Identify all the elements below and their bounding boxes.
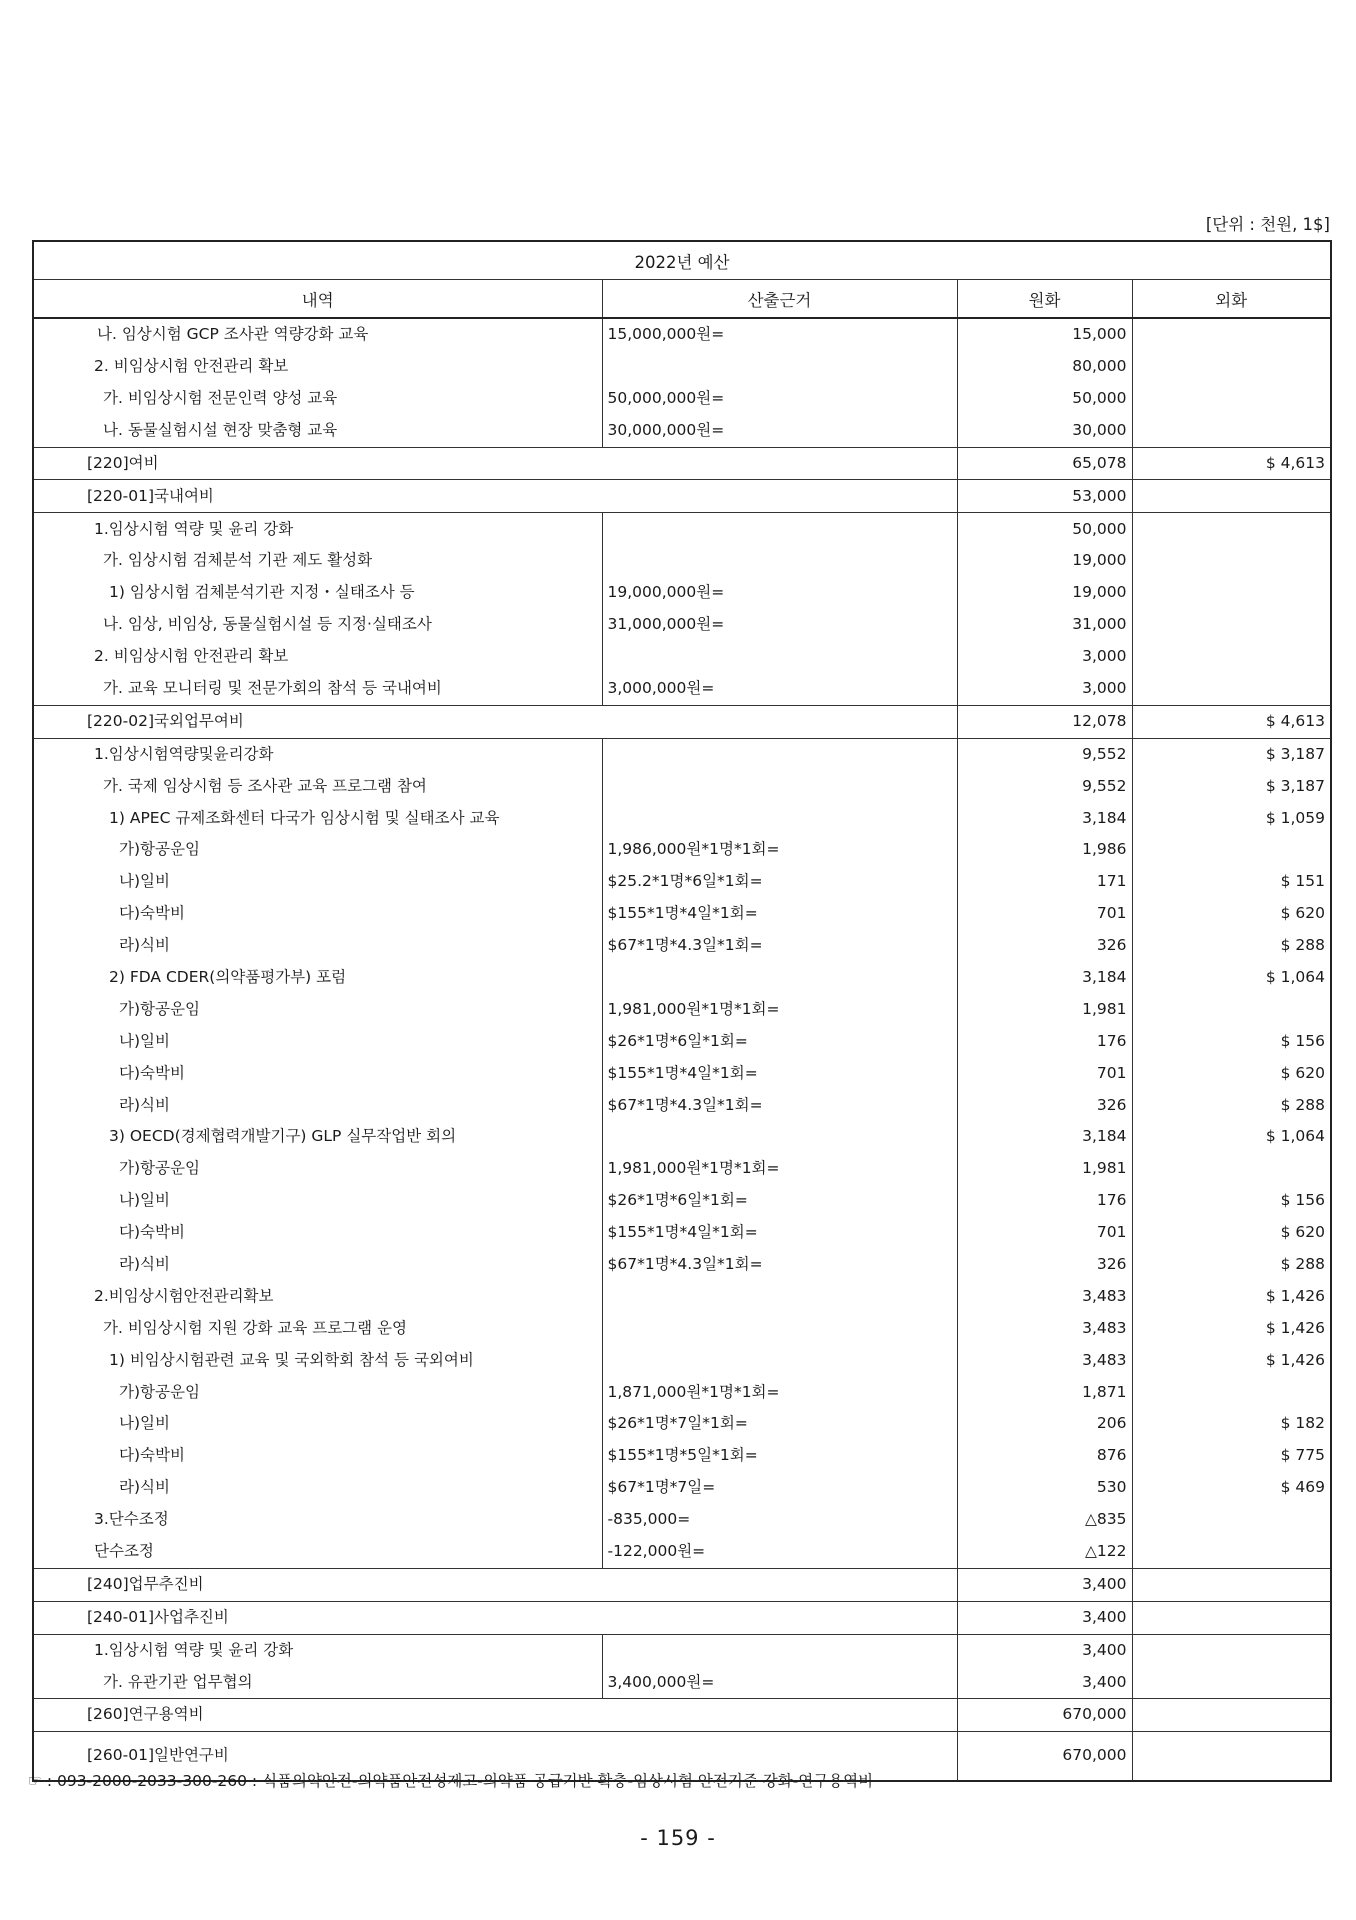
row-krw: 80,000: [957, 351, 1132, 383]
row-krw: 701: [957, 1057, 1132, 1089]
row-item: 다)숙박비: [119, 1446, 185, 1465]
row-item: 나)일비: [119, 1191, 170, 1210]
unit-label: [단위 : 천원, 1$]: [1205, 215, 1330, 234]
row-basis: 15,000,000원=: [602, 318, 957, 351]
table-title: 2022년 예산: [33, 241, 1331, 280]
row-usd: [1132, 318, 1331, 351]
row-item: 1.임상시험 역량 및 윤리 강화: [33, 1634, 602, 1666]
table-row: [33, 1601, 1331, 1634]
row-basis: [602, 802, 957, 834]
table-row: [33, 705, 1331, 738]
row-item: [220-01]국내여비: [33, 480, 957, 513]
row-krw: △122: [957, 1536, 1132, 1568]
row-usd: [1132, 1504, 1331, 1536]
row-basis: [602, 351, 957, 383]
row-basis: [602, 1281, 957, 1313]
row-krw: 1,981: [957, 994, 1132, 1026]
header-usd: 외화: [1132, 280, 1331, 319]
row-item: 라)식비: [119, 1478, 170, 1497]
row-item: 가. 비임상시험 전문인력 양성 교육: [103, 388, 338, 407]
row-item: 라)식비: [119, 1095, 170, 1114]
row-usd: [1132, 1634, 1331, 1666]
row-item: [260]연구용역비: [33, 1699, 957, 1732]
row-krw: 31,000: [957, 609, 1132, 641]
row-krw: 3,184: [957, 802, 1132, 834]
row-krw: 1,986: [957, 834, 1132, 866]
table-row: [33, 1536, 1331, 1568]
row-krw: 670,000: [957, 1732, 1132, 1782]
row-krw: 3,400: [957, 1601, 1132, 1634]
header-krw: 원화: [957, 280, 1132, 319]
row-krw: 3,000: [957, 673, 1132, 705]
row-item: 가. 임상시험 검체분석 기관 제도 활성화: [103, 551, 373, 570]
row-usd: $ 182: [1132, 1408, 1331, 1440]
row-item: [240-01]사업추진비: [33, 1601, 957, 1634]
row-usd: $ 1,426: [1132, 1281, 1331, 1313]
row-krw: 3,400: [957, 1568, 1132, 1601]
row-krw: 206: [957, 1408, 1132, 1440]
row-basis: [602, 962, 957, 994]
row-item: 1.임상시험역량및윤리강화: [33, 738, 602, 770]
row-item: 나. 동물실험시설 현장 맞춤형 교육: [103, 420, 338, 439]
row-krw: 3,483: [957, 1281, 1132, 1313]
row-item: 가. 교육 모니터링 및 전문가회의 참석 등 국내여비: [103, 678, 442, 697]
row-item: 라)식비: [119, 936, 170, 955]
row-basis: $26*1명*6일*1회=: [602, 1185, 957, 1217]
row-usd: [1132, 1699, 1331, 1732]
row-krw: 65,078: [957, 447, 1132, 480]
row-basis: $67*1명*7일=: [602, 1472, 957, 1504]
table-row: [33, 1666, 1331, 1698]
table-row: [33, 1281, 1331, 1313]
row-item: 3.단수조정: [94, 1510, 169, 1529]
row-basis: $155*1명*5일*1회=: [602, 1440, 957, 1472]
row-basis: [602, 1121, 957, 1153]
row-krw: 3,000: [957, 641, 1132, 673]
row-usd: $ 288: [1132, 1249, 1331, 1281]
row-usd: $ 156: [1132, 1185, 1331, 1217]
row-item: 나)일비: [119, 872, 170, 891]
table-row: [33, 898, 1331, 930]
table-row: [33, 962, 1331, 994]
row-item: 1.임상시험 역량 및 윤리 강화: [33, 513, 602, 545]
row-krw: 19,000: [957, 577, 1132, 609]
header-item: 내역: [33, 280, 602, 319]
table-row: [33, 447, 1331, 480]
row-krw: 12,078: [957, 705, 1132, 738]
table-row: [33, 1185, 1331, 1217]
table-row: [33, 802, 1331, 834]
row-krw: 171: [957, 866, 1132, 898]
row-basis: [602, 1345, 957, 1377]
row-basis: [602, 1313, 957, 1345]
row-krw: 3,400: [957, 1634, 1132, 1666]
row-item: 3) OECD(경제협력개발기구) GLP 실무작업반 회의: [109, 1127, 457, 1146]
row-usd: $ 775: [1132, 1440, 1331, 1472]
header-basis: 산출근거: [602, 280, 957, 319]
table-row: [33, 1249, 1331, 1281]
table-row: [33, 1634, 1331, 1666]
row-krw: 50,000: [957, 383, 1132, 415]
row-usd: [1132, 577, 1331, 609]
row-basis: $155*1명*4일*1회=: [602, 1057, 957, 1089]
table-row: [33, 770, 1331, 802]
row-usd: $ 1,059: [1132, 802, 1331, 834]
table-row: [33, 1121, 1331, 1153]
row-item: [260-01]일반연구비: [33, 1732, 957, 1782]
table-row: [33, 1026, 1331, 1058]
row-item: 가)항공운임: [119, 999, 200, 1018]
table-row: [33, 1345, 1331, 1377]
table-row: [33, 738, 1331, 770]
row-basis: -835,000=: [602, 1504, 957, 1536]
row-item: [220-02]국외업무여비: [33, 705, 957, 738]
row-krw: 176: [957, 1026, 1132, 1058]
row-basis: [602, 1634, 957, 1666]
row-usd: [1132, 351, 1331, 383]
table-row: [33, 513, 1331, 545]
table-row: [33, 1217, 1331, 1249]
table-row: [33, 1568, 1331, 1601]
row-basis: [602, 641, 957, 673]
row-usd: $ 4,613: [1132, 705, 1331, 738]
table-row: [33, 545, 1331, 577]
page-number: - 159 -: [640, 1826, 716, 1850]
row-basis: 1,981,000원*1명*1회=: [602, 1153, 957, 1185]
table-row: [33, 930, 1331, 962]
row-krw: 9,552: [957, 738, 1132, 770]
row-item: 나. 임상, 비임상, 동물실험시설 등 지정·실태조사: [103, 615, 432, 634]
row-krw: 3,400: [957, 1666, 1132, 1698]
table-row: [33, 1440, 1331, 1472]
row-basis: -122,000원=: [602, 1536, 957, 1568]
row-item: 가. 국제 임상시험 등 조사관 교육 프로그램 참여: [103, 776, 427, 795]
row-krw: 3,483: [957, 1345, 1132, 1377]
row-basis: [602, 545, 957, 577]
row-krw: 30,000: [957, 415, 1132, 447]
row-usd: $ 620: [1132, 1057, 1331, 1089]
row-item: [220]여비: [33, 447, 957, 480]
row-basis: 1,981,000원*1명*1회=: [602, 994, 957, 1026]
row-usd: $ 156: [1132, 1026, 1331, 1058]
row-krw: 15,000: [957, 318, 1132, 351]
table-title-row: [33, 241, 1331, 280]
row-krw: 876: [957, 1440, 1132, 1472]
row-item: 가)항공운임: [119, 1382, 200, 1401]
table-row: [33, 1089, 1331, 1121]
row-item: 1) 임상시험 검체분석기관 지정・실태조사 등: [109, 583, 415, 602]
row-usd: [1132, 609, 1331, 641]
row-item: 단수조정: [94, 1542, 154, 1561]
row-usd: $ 288: [1132, 930, 1331, 962]
row-usd: [1132, 1376, 1331, 1408]
row-usd: [1132, 1732, 1331, 1782]
row-basis: 1,871,000원*1명*1회=: [602, 1376, 957, 1408]
table-row: [33, 1057, 1331, 1089]
table-row: [33, 318, 1331, 351]
row-usd: [1132, 513, 1331, 545]
table-row: [33, 577, 1331, 609]
row-usd: $ 620: [1132, 898, 1331, 930]
row-krw: 3,184: [957, 1121, 1132, 1153]
row-item: 다)숙박비: [119, 1223, 185, 1242]
row-basis: 19,000,000원=: [602, 577, 957, 609]
row-krw: 176: [957, 1185, 1132, 1217]
row-usd: [1132, 383, 1331, 415]
row-basis: 31,000,000원=: [602, 609, 957, 641]
row-item: 가. 유관기관 업무협의: [103, 1672, 253, 1691]
table-row: [33, 1408, 1331, 1440]
row-krw: 326: [957, 930, 1132, 962]
row-item: [240]업무추진비: [33, 1568, 957, 1601]
row-usd: [1132, 545, 1331, 577]
row-usd: [1132, 1568, 1331, 1601]
row-krw: △835: [957, 1504, 1132, 1536]
row-basis: 1,986,000원*1명*1회=: [602, 834, 957, 866]
row-krw: 326: [957, 1089, 1132, 1121]
row-basis: [602, 738, 957, 770]
row-item: 다)숙박비: [119, 904, 185, 923]
table-row: [33, 1472, 1331, 1504]
row-basis: $25.2*1명*6일*1회=: [602, 866, 957, 898]
table-row: [33, 609, 1331, 641]
table-row: [33, 383, 1331, 415]
table-row: [33, 673, 1331, 705]
footnote: ☞ : 093-2000-2033-300-260 : 식품의약안전-의약품안전성제고-의약품 공급기반 확충-임상시험 안전기준 강화-연구용역비: [28, 1772, 874, 1790]
row-basis: $26*1명*7일*1회=: [602, 1408, 957, 1440]
row-usd: [1132, 1601, 1331, 1634]
row-usd: $ 288: [1132, 1089, 1331, 1121]
row-usd: [1132, 834, 1331, 866]
row-item: 가)항공운임: [119, 1159, 200, 1178]
row-basis: 3,000,000원=: [602, 673, 957, 705]
row-basis: $155*1명*4일*1회=: [602, 1217, 957, 1249]
row-usd: $ 1,426: [1132, 1345, 1331, 1377]
row-usd: $ 1,064: [1132, 1121, 1331, 1153]
table-row: [33, 1504, 1331, 1536]
row-item: 다)숙박비: [119, 1063, 185, 1082]
row-krw: 701: [957, 1217, 1132, 1249]
row-usd: [1132, 994, 1331, 1026]
row-basis: $155*1명*4일*1회=: [602, 898, 957, 930]
row-usd: $ 4,613: [1132, 447, 1331, 480]
row-basis: [602, 513, 957, 545]
row-basis: $67*1명*4.3일*1회=: [602, 1089, 957, 1121]
row-item: 2) FDA CDER(의약품평가부) 포럼: [109, 968, 347, 986]
row-basis: $67*1명*4.3일*1회=: [602, 930, 957, 962]
row-krw: 326: [957, 1249, 1132, 1281]
row-item: 나)일비: [119, 1414, 170, 1433]
row-basis: [602, 770, 957, 802]
budget-table: [32, 240, 1332, 1782]
table-row: [33, 641, 1331, 673]
row-krw: 53,000: [957, 480, 1132, 513]
table-row: [33, 480, 1331, 513]
row-usd: $ 3,187: [1132, 738, 1331, 770]
row-usd: $ 469: [1132, 1472, 1331, 1504]
table-row: [33, 834, 1331, 866]
row-item: 나. 임상시험 GCP 조사관 역량강화 교육: [97, 325, 369, 344]
row-krw: 1,871: [957, 1376, 1132, 1408]
table-header-row: [33, 280, 1331, 319]
row-krw: 530: [957, 1472, 1132, 1504]
row-krw: 3,184: [957, 962, 1132, 994]
row-item: 1) APEC 규제조화센터 다국가 임상시험 및 실태조사 교육: [109, 808, 500, 827]
row-usd: [1132, 673, 1331, 705]
row-item: 가)항공운임: [119, 840, 200, 859]
row-item: 가. 비임상시험 지원 강화 교육 프로그램 운영: [103, 1318, 408, 1337]
table-row: [33, 1699, 1331, 1732]
row-krw: 670,000: [957, 1699, 1132, 1732]
table-row: [33, 415, 1331, 447]
row-krw: 19,000: [957, 545, 1132, 577]
row-usd: [1132, 1536, 1331, 1568]
row-usd: [1132, 1153, 1331, 1185]
row-item: 2.비임상시험안전관리확보: [94, 1286, 274, 1305]
row-item: 2. 비임상시험 안전관리 확보: [94, 357, 289, 376]
row-basis: 3,400,000원=: [602, 1666, 957, 1698]
row-usd: $ 151: [1132, 866, 1331, 898]
row-usd: $ 1,426: [1132, 1313, 1331, 1345]
row-item: 2. 비임상시험 안전관리 확보: [94, 647, 289, 666]
row-basis: $26*1명*6일*1회=: [602, 1026, 957, 1058]
row-krw: 1,981: [957, 1153, 1132, 1185]
table-row: [33, 866, 1331, 898]
row-item: 라)식비: [119, 1255, 170, 1274]
table-row: [33, 351, 1331, 383]
row-krw: 701: [957, 898, 1132, 930]
row-usd: [1132, 480, 1331, 513]
row-basis: $67*1명*4.3일*1회=: [602, 1249, 957, 1281]
row-usd: $ 3,187: [1132, 770, 1331, 802]
row-item: 1) 비임상시험관련 교육 및 국외학회 참석 등 국외여비: [109, 1350, 474, 1369]
table-row: [33, 1313, 1331, 1345]
table-row: [33, 1153, 1331, 1185]
table-row: [33, 1376, 1331, 1408]
row-krw: 3,483: [957, 1313, 1132, 1345]
row-krw: 50,000: [957, 513, 1132, 545]
row-usd: $ 1,064: [1132, 962, 1331, 994]
row-usd: $ 620: [1132, 1217, 1331, 1249]
row-krw: 9,552: [957, 770, 1132, 802]
row-basis: 30,000,000원=: [602, 415, 957, 447]
row-basis: 50,000,000원=: [602, 383, 957, 415]
table-row: [33, 994, 1331, 1026]
row-usd: [1132, 415, 1331, 447]
row-usd: [1132, 641, 1331, 673]
row-item: 나)일비: [119, 1031, 170, 1050]
row-usd: [1132, 1666, 1331, 1698]
